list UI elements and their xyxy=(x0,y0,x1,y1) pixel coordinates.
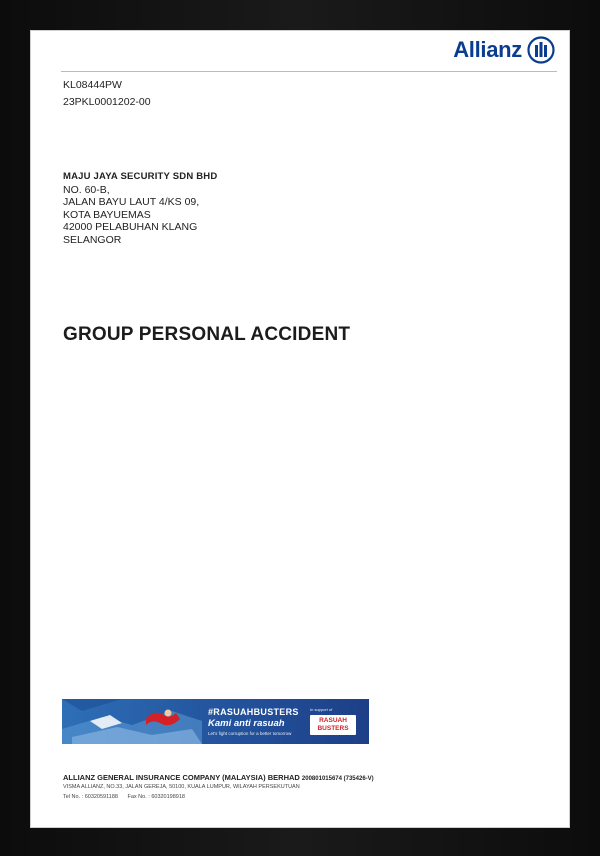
footer-contact xyxy=(63,794,185,800)
address-line: SELANGOR xyxy=(63,233,122,246)
anti-corruption-banner xyxy=(62,699,369,744)
policy-number: 23PKL0001202-00 xyxy=(63,96,151,108)
address-line: NO. 60-B, xyxy=(63,183,110,196)
document-page xyxy=(30,30,570,828)
footer-address: VISMA ALLIANZ, NO.33, JALAN GEREJA, 50100, KUALA LUMPUR, WILAYAH PERSEKUTUAN xyxy=(63,784,300,790)
document-title: GROUP PERSONAL ACCIDENT xyxy=(63,324,351,345)
address-line: KOTA BAYUEMAS xyxy=(63,208,151,221)
reference-code: KL08444PW xyxy=(63,79,122,91)
recipient-company: MAJU JAYA SECURITY SDN BHD xyxy=(63,171,218,182)
allianz-logo-icon xyxy=(527,36,555,64)
footer-company xyxy=(63,773,374,782)
recipient-address-block xyxy=(63,171,217,246)
footer-fax: Fax No. : 60320198918 xyxy=(127,794,185,800)
banner-support-text: In support of xyxy=(310,707,333,712)
allianz-logo xyxy=(453,36,555,64)
footer-tel: Tel No. : 60320591188 xyxy=(63,794,118,800)
address-line: JALAN BAYU LAUT 4/KS 09, xyxy=(63,196,200,208)
badge-label: RASUAH BUSTERS xyxy=(317,717,349,732)
banner-hashtag: #RASUAHBUSTERS xyxy=(208,707,299,717)
footer-registration: 200801015674 (735426-V) xyxy=(301,776,374,782)
header-divider xyxy=(61,71,557,72)
footer-company-name: ALLIANZ GENERAL INSURANCE COMPANY (MALAYSIA) BERHAD xyxy=(63,773,300,782)
rasuah-busters-badge xyxy=(310,715,356,735)
address-line: 42000 PELABUHAN KLANG xyxy=(63,221,198,233)
brand-name: Allianz xyxy=(453,37,522,62)
banner-slogan: Kami anti rasuah xyxy=(208,718,285,729)
banner-tagline: Let's fight corruption for a better tomorrow xyxy=(208,731,292,736)
